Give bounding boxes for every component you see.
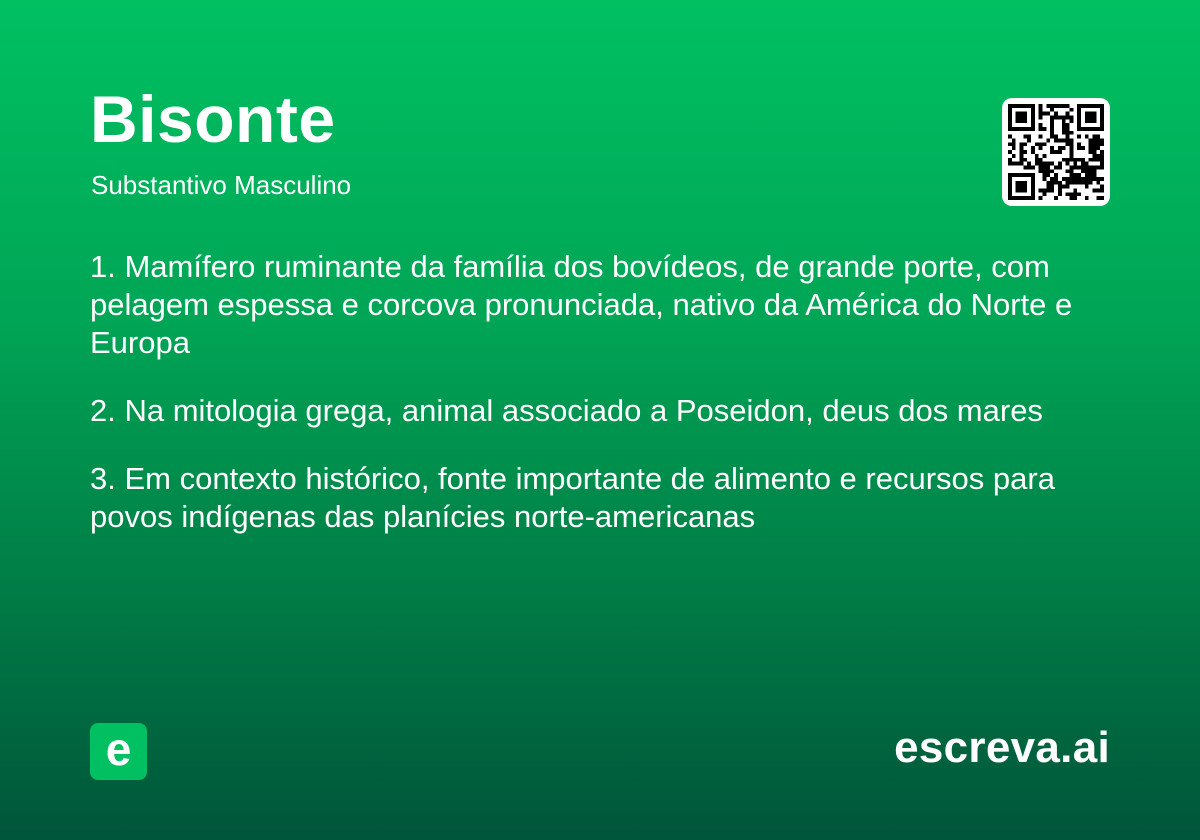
brand-logo-letter: e: [105, 722, 132, 775]
definition-list: [90, 248, 1120, 566]
definition-item: 1. Mamífero ruminante da família dos bovídeos, de grande porte, com pelagem espessa e corcova pronunciada, nativo da América do Norte e Europa: [90, 249, 1073, 360]
qr-code-graphic: [1008, 104, 1104, 200]
definition-item: 3. Em contexto histórico, fonte importante de alimento e recursos para povos indígenas das planícies norte-americanas: [90, 461, 1055, 534]
brand-logo-badge[interactable]: [90, 723, 147, 780]
brand-name[interactable]: escreva.ai: [894, 723, 1110, 772]
qr-code-icon[interactable]: [1002, 98, 1110, 206]
definition-item: 2. Na mitologia grega, animal associado a Poseidon, deus dos mares: [90, 393, 1043, 428]
entry-word: Bisonte: [90, 82, 336, 156]
part-of-speech: Substantivo Masculino: [91, 170, 352, 200]
